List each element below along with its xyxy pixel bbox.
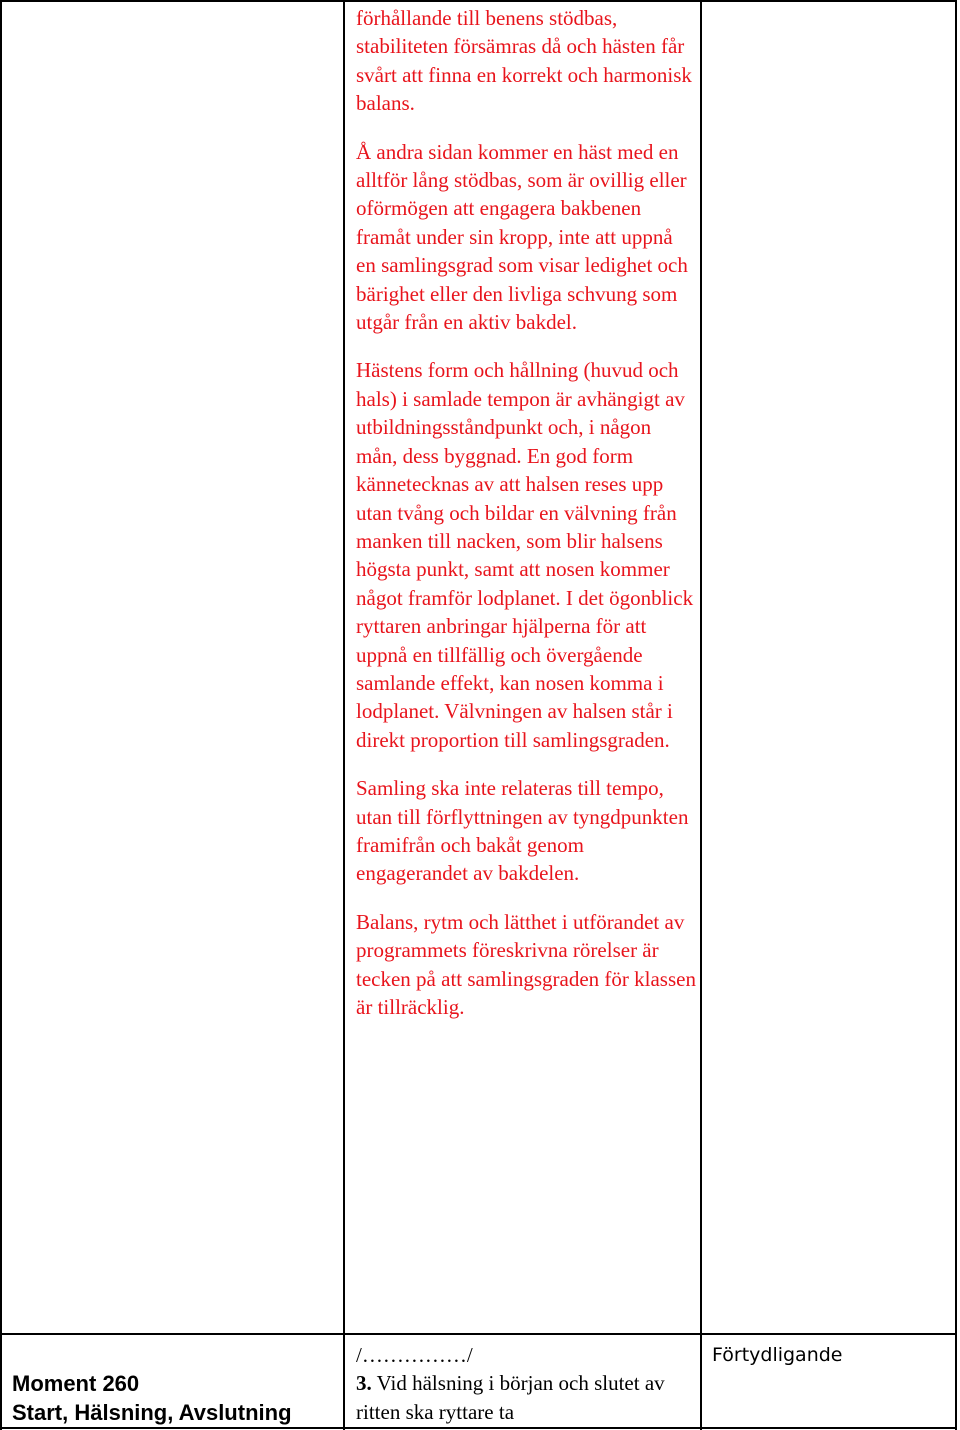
moment-heading [12, 1369, 292, 1427]
guidance-paragraph: Å andra sidan kommer en häst med en alltför lång stödbas, som är ovillig eller oförmögen att engagera bakbenen framåt under sin kropp, inte att uppnå en samlingsgrad som visar ledighet och bärighet eller den livliga schvung som utgår från en aktiv bakdel. [356, 139, 688, 335]
score-blank: /……………/ [356, 1343, 473, 1367]
item-number: 3. [356, 1371, 372, 1396]
guidance-paragraph: förhållande till benens stödbas, stabiliteten försämras då och hästen får svårt att finna en korrekt och harmonisk balans. [356, 6, 692, 116]
table-border-right [955, 0, 957, 1430]
clarification-label: Förtydligande [712, 1344, 843, 1366]
guidance-paragraph: Samling ska inte relateras till tempo, utan till förflyttningen av tyngdpunkten framifrån och bakåt genom engagerandet av bakdelen. [356, 776, 689, 886]
guidance-text-column [356, 4, 696, 1041]
table-border-bottom [0, 1427, 957, 1429]
guidance-paragraph: Hästens form och hållning (huvud och hals) i samlade tempon är avhängigt av utbildningsståndpunkt och, i någon mån, dess byggnad. En god form kännetecknas av att halsen reses upp utan tvång och bildar en välvning från manken till nacken, som blir halsens högsta punkt, samt att nosen kommer något framför lodplanet. I det ögonblick ryttaren anbringar hjälperna för att uppnå en tillfällig och övergående samlande effekt, kan nosen komma i lodplanet. Välvningen av halsen står i direkt proportion till samlingsgraden. [356, 358, 694, 752]
moment-title: Moment 260 [12, 1371, 140, 1396]
column-divider-2 [700, 0, 702, 1430]
column-divider-1 [343, 0, 345, 1430]
moment-subtitle: Start, Hälsning, Avslutning [12, 1400, 292, 1425]
item-text: Vid hälsning i början och slutet av ritten ska ryttare ta [356, 1371, 665, 1424]
guidance-paragraph: Balans, rytm och lätthet i utförandet av programmets föreskrivna rörelser är tecken på att samlingsgraden för klassen är tillräcklig. [356, 909, 696, 1019]
table-border-top [0, 0, 957, 2]
table-border-left [0, 0, 2, 1430]
item-description [356, 1341, 696, 1426]
row-divider [0, 1333, 957, 1335]
item-text-block [356, 1369, 696, 1426]
